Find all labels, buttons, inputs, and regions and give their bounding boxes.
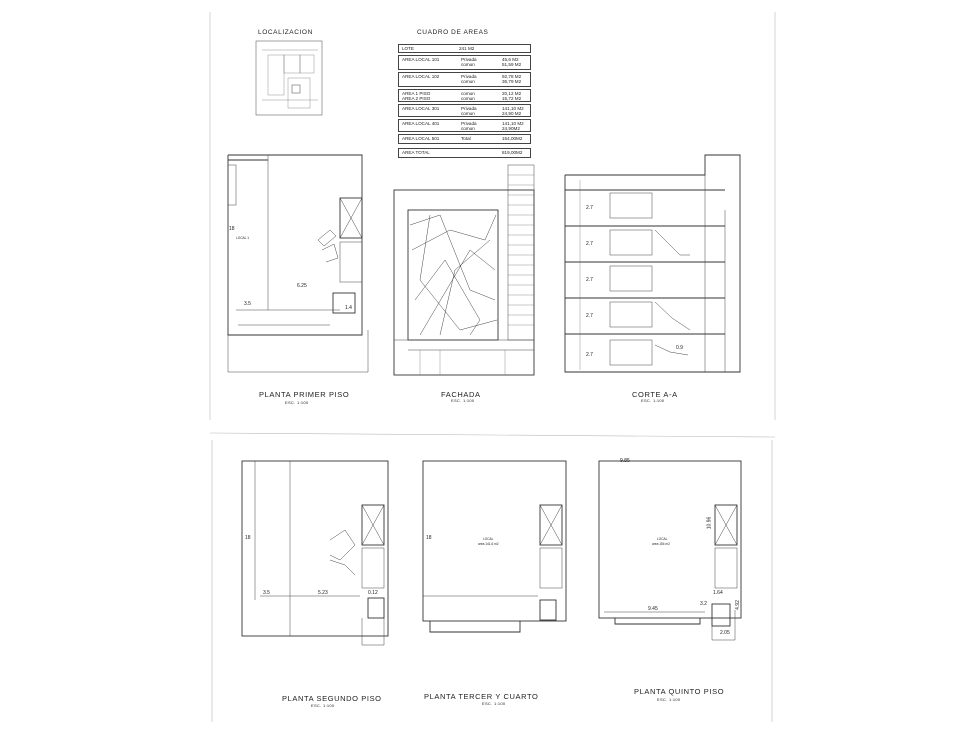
facade-drawing xyxy=(394,165,534,375)
dimension-label: 1.4 xyxy=(345,305,352,311)
dimension-label: 3.2 xyxy=(700,601,707,607)
dimension-label: 9.85 xyxy=(620,458,630,464)
drawing-scale: ESC. 1:100 xyxy=(641,398,665,403)
dimension-label: 2.7 xyxy=(586,277,593,283)
area-type: Total xyxy=(461,136,471,141)
area-label: AREA LOCAL 102 xyxy=(402,74,440,79)
area-value: 819,00M2 xyxy=(502,150,523,155)
area-label: AREA TOTAL xyxy=(402,150,430,155)
plan-tercer-cuarto xyxy=(423,461,566,632)
dimension-label: 2.7 xyxy=(586,205,593,211)
area-label: AREA LOCAL 101 xyxy=(402,57,440,62)
dimension-label: 0.9 xyxy=(676,345,683,351)
area-value: 20,12 M2 15,72 M2 xyxy=(502,91,522,101)
area-value: 154,00M2 xyxy=(502,136,523,141)
drawing-title: PLANTA SEGUNDO PISO xyxy=(282,694,382,703)
area-type: Privada comun xyxy=(461,74,477,84)
dimension-label: 2.05 xyxy=(720,630,730,636)
plan-segundo-piso xyxy=(242,461,388,645)
drawing-scale: ESC. 1:100 xyxy=(657,697,681,702)
area-type: comun comun xyxy=(461,91,475,101)
dimension-label: 10.96 xyxy=(706,516,713,530)
drawing-scale: ESC. 1:100 xyxy=(285,400,309,405)
dimension-label: 5.23 xyxy=(318,590,328,596)
table-row xyxy=(398,44,531,53)
location-heading: LOCALIZACION xyxy=(258,29,313,36)
dimension-label: 2.7 xyxy=(586,313,593,319)
drawing-scale: ESC. 1:100 xyxy=(311,703,335,708)
table-row xyxy=(398,119,531,132)
areas-heading: CUADRO DE AREAS xyxy=(417,29,489,36)
area-label: LOTE xyxy=(402,46,414,51)
table-row xyxy=(398,134,531,144)
drawing-scale: ESC. 1:100 xyxy=(451,398,475,403)
areas-table xyxy=(398,44,531,160)
area-type: Privada comun xyxy=(461,57,477,67)
drawing-title: PLANTA QUINTO PISO xyxy=(634,687,725,696)
dimension-label: 18 xyxy=(229,226,235,232)
dimension-label: 4.92 xyxy=(734,600,741,610)
dimension-label: 18 xyxy=(426,535,432,541)
drawing-title: PLANTA PRIMER PISO xyxy=(259,390,350,399)
drawing-title: PLANTA TERCER Y CUARTO xyxy=(424,692,539,701)
dimension-label: 0.12 xyxy=(368,590,378,596)
area-value: 241 M2 xyxy=(459,46,475,51)
dimension-label: 2.7 xyxy=(586,241,593,247)
room-area: area 154 m2 xyxy=(652,542,670,546)
section-a-a xyxy=(565,155,740,372)
room-label: LOCAL xyxy=(657,537,668,541)
area-value: 45,6 M2 51,59 M2 xyxy=(502,57,522,67)
table-row xyxy=(398,148,531,158)
room-label: LOCAL xyxy=(483,537,494,541)
table-row xyxy=(398,55,531,70)
dimension-label: 6.25 xyxy=(297,283,307,289)
dimension-label: 1.64 xyxy=(713,590,723,596)
dimension-label: 3.5 xyxy=(244,301,251,307)
area-value: 141,10 M2 24,90M2 xyxy=(502,121,524,131)
room-area: area 141,6 m2 xyxy=(478,542,499,546)
area-label: AREA LOCAL 401 xyxy=(402,121,440,126)
plan-primer-piso xyxy=(228,155,368,372)
location-map xyxy=(256,41,322,115)
area-value: 92,78 M2 36,79 M2 xyxy=(502,74,522,84)
dimension-label: 3.5 xyxy=(263,590,270,596)
table-row xyxy=(398,72,531,87)
plan-quinto-piso xyxy=(599,461,741,640)
dimension-label: 9.45 xyxy=(648,606,658,612)
dimension-label: 18 xyxy=(245,535,251,541)
drawing-scale: ESC. 1:100 xyxy=(482,701,506,706)
area-value: 141,10 M2 24,90 M2 xyxy=(502,106,524,116)
area-type: Privada comun xyxy=(461,121,477,131)
table-row xyxy=(398,104,531,117)
area-label: AREA LOCAL 501 xyxy=(402,136,440,141)
area-label: AREA LOCAL 301 xyxy=(402,106,440,111)
table-row xyxy=(398,89,531,102)
drawing-title: FACHADA xyxy=(441,390,481,399)
room-label: LOCAL 1 xyxy=(236,236,249,240)
drawing-title: CORTE A-A xyxy=(632,390,678,399)
area-type: Privada comun xyxy=(461,106,477,116)
area-label: AREA 1 PISO AREA 2 PISO xyxy=(402,91,431,101)
dimension-label: 2.7 xyxy=(586,352,593,358)
